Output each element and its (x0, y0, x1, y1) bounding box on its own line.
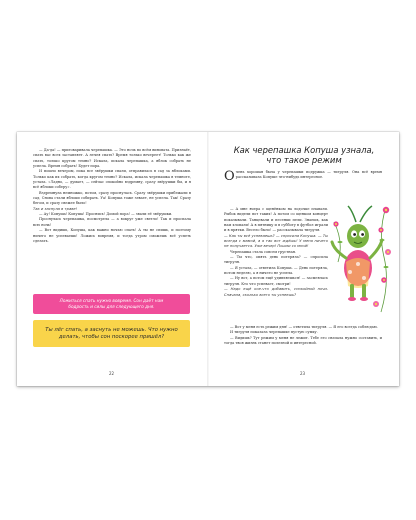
book-spread (17, 132, 399, 386)
handwritten-line: — Как ты всё успеваешь? — спросила Копуша. — Ты всегда с мамой, а я так вот ждёшь! У меня ничего не получается. Уже вечер! Пошли со мной! (224, 233, 328, 249)
page-number-right: 23 (300, 371, 306, 376)
paragraph: — Да-да! — приговаривала черепашка. — Это ночь во всём виновата. Признаёт, спать вас всех заставляет. А лечея спать? Время только вечереет! Только как же спать, только кругом темно? Искала, искала черепашка, а яблок собрать не успела. Время собрать! Будет пора. (33, 148, 191, 169)
paragraph: — Видишь? Тут режим у меня не лежит. Тебе его сначала нужно составить, и тогда твоя жизнь станет полезной и интересной. (224, 335, 382, 346)
question-box-yellow (33, 320, 190, 347)
paragraph: Проснулась черепашка, посмотрела — а вокруг уже светло! Так и проспала всю ночь! (33, 217, 191, 227)
paragraph: — Ты что, опять день потеряла? — спросила тигруля. (224, 255, 328, 265)
handwritten-line: — Надо ещё кое-что добавить, спокойной ночи. Сначала, сколько всего ты успеешь? (224, 287, 328, 297)
paragraph: — А мне вчера с щенёнком на лодочке плавали. Рыбок видели вот таких! А потом со щенком концерт показывали. Танцевали и песенки пели. Знаешь, как нам хлопали! А в пятницу и в субботу в футбол играли и в прятки. Весело было! — рассказывала тигруля. (224, 207, 328, 233)
paragraph: И тигруля показала черепашке пустую сумку. (230, 330, 318, 335)
tip-box-pink (33, 294, 190, 314)
paragraph: Черепашка стала совсем грустная. (230, 249, 297, 254)
turtle-character (332, 206, 382, 301)
turtle-girl-illustration (326, 202, 394, 322)
intro-paragraph: Очень хорошая была у черепашки подружка — тигруля. Она всё время рассказывала Копуше что-нибудь интересное. (224, 169, 382, 184)
question-text: Ты лёг спать, а заснуть не можешь. Что нужно делать, чтобы сон поскорее пришёл? (45, 326, 178, 340)
paragraph: — Ау! Копуша! Копуша! Проснись! Домой пора! — звали её звёрушки. (39, 212, 173, 217)
paragraph: — Ну вот, а потом ещё удивляешься! — засмеялась тигруля. Кто что успевает, смотри! (224, 276, 328, 286)
page-number-left: 22 (109, 371, 115, 376)
chapter-title: Как черепашка Копуша узнала, что такое режим (233, 145, 375, 165)
paragraph: — Вот у меня есть режим дня! — ответила тигруля. — Я его всегда соблюдаю. (230, 325, 378, 329)
tip-text: Ложиться спать нужно вовремя. Сон даёт нам бодрость и силы для следующего дня. (59, 298, 164, 309)
handwritten-line: Так и заснула в траве! (33, 206, 78, 211)
paragraph: И пошло вечером, пока все звёрушки спали, отправилась в сад за яблоками. Только как их собрать, когда кругом темно? Искала, искала черепашка в темноте, устала. «Ладно, — думает, — сейчас спокойно вздремну, сразу звёрушки бы, и я всё яблоки соберу». (33, 169, 191, 190)
right-page-text (224, 207, 328, 298)
right-page-bottom-text (224, 325, 382, 346)
paragraph: — Я устала, — ответила Копуша. — День потеряла, потом неделю, а я ничего не успела. (224, 265, 328, 276)
intro-text (224, 170, 382, 182)
left-page (17, 132, 208, 386)
drop-cap: О (224, 169, 235, 184)
left-page-text (33, 148, 191, 244)
paragraph: — Вот видишь, Копуша, как важно ночью спать! А ты не спишь, и поэтому ничего не успеваешь! Ложись вовремя, и тогда утром сможешь всё успеть сделать. (33, 228, 191, 243)
right-page (208, 132, 399, 386)
paragraph: Вздремнула немножко, потом, сразу проснулась. Сразу звёрушки прибежали в сад. Снова стали яблоки собирать. Уа! Копуша тоже зевает, не успела. Так! Сразу бегом, и сразу свежее было! (33, 190, 191, 206)
